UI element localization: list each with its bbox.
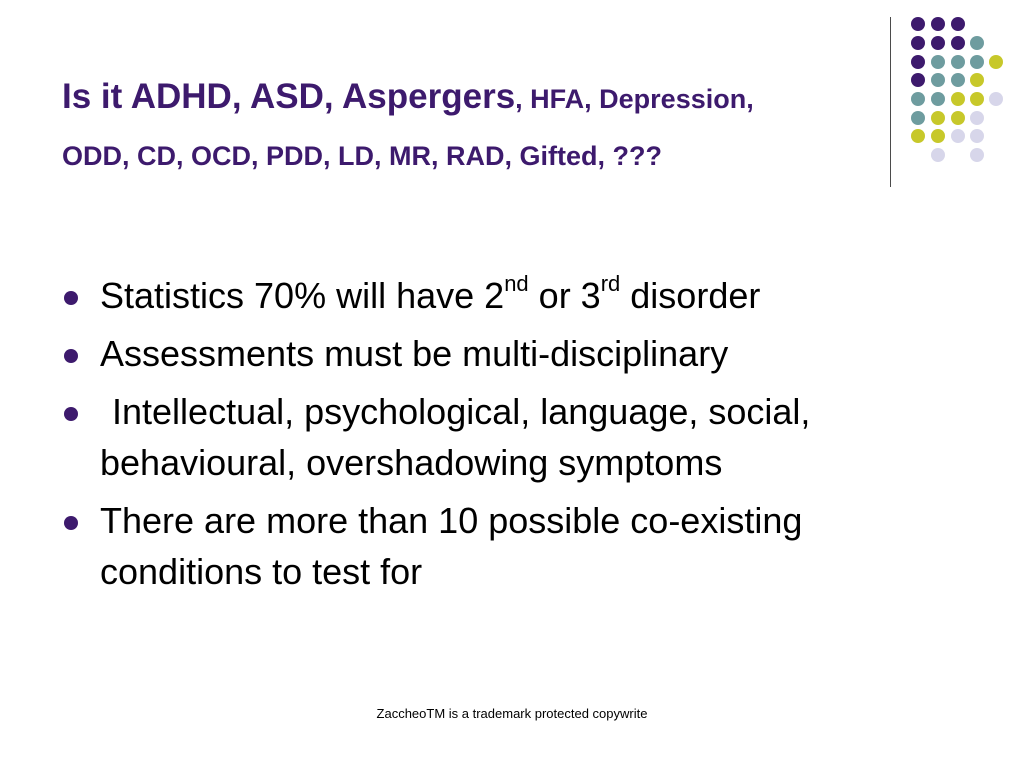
decorative-dot [931, 36, 945, 50]
decorative-dot [931, 73, 945, 87]
decorative-dot [970, 36, 984, 50]
decorative-dot [951, 55, 965, 69]
title-divider [890, 17, 891, 187]
superscript-rd: rd [600, 271, 621, 296]
decorative-dot [911, 129, 925, 143]
title-secondary-text: , HFA, Depression, [515, 84, 754, 114]
bullet-text: Assessments must be multi-disciplinary [100, 333, 729, 374]
decorative-dot [911, 73, 925, 87]
decorative-dot [970, 92, 984, 106]
decorative-dot [951, 129, 965, 143]
bullet-item [60, 495, 960, 597]
decorative-dot [931, 55, 945, 69]
decorative-dot [951, 92, 965, 106]
decorative-dot [931, 148, 945, 162]
superscript-nd: nd [504, 271, 529, 296]
decorative-dot [989, 92, 1003, 106]
bullet-text-part: disorder [620, 275, 761, 316]
bullet-dot-icon [64, 291, 78, 305]
decorative-dot [911, 17, 925, 31]
bullet-list [60, 270, 960, 604]
bullet-dot-icon [64, 407, 78, 421]
decorative-dot [970, 129, 984, 143]
decorative-dot [911, 55, 925, 69]
title-main-text: Is it ADHD, ASD, Aspergers [62, 77, 516, 116]
decorative-dot [951, 111, 965, 125]
decorative-dot [911, 36, 925, 50]
decorative-dot [970, 55, 984, 69]
decorative-dot [970, 73, 984, 87]
decorative-dot [951, 73, 965, 87]
decorative-dot [911, 111, 925, 125]
decorative-dot [989, 55, 1003, 69]
title-line-1 [62, 76, 754, 118]
bullet-item [60, 328, 960, 379]
decorative-dot [970, 111, 984, 125]
decorative-dot [951, 17, 965, 31]
bullet-text: Intellectual, psychological, language, social, behavioural, overshadowing symptoms [100, 391, 811, 483]
bullet-text [100, 271, 761, 316]
decorative-dot [931, 92, 945, 106]
bullet-dot-icon [64, 349, 78, 363]
bullet-item [60, 270, 960, 321]
footer-text: ZaccheoTM is a trademark protected copywrite [376, 706, 648, 721]
decorative-dot [970, 148, 984, 162]
decorative-dot [951, 36, 965, 50]
decorative-dot [931, 129, 945, 143]
decorative-dot [931, 111, 945, 125]
bullet-text: There are more than 10 possible co-existing conditions to test for [100, 500, 803, 592]
bullet-dot-icon [64, 516, 78, 530]
bullet-item [60, 386, 960, 488]
title-line-2: ODD, CD, OCD, PDD, LD, MR, RAD, Gifted, ??? [62, 141, 662, 171]
decorative-dot [911, 92, 925, 106]
bullet-text-part: or 3 [528, 275, 601, 316]
bullet-text-part: Statistics 70% will have 2 [100, 275, 505, 316]
decorative-dot [931, 17, 945, 31]
